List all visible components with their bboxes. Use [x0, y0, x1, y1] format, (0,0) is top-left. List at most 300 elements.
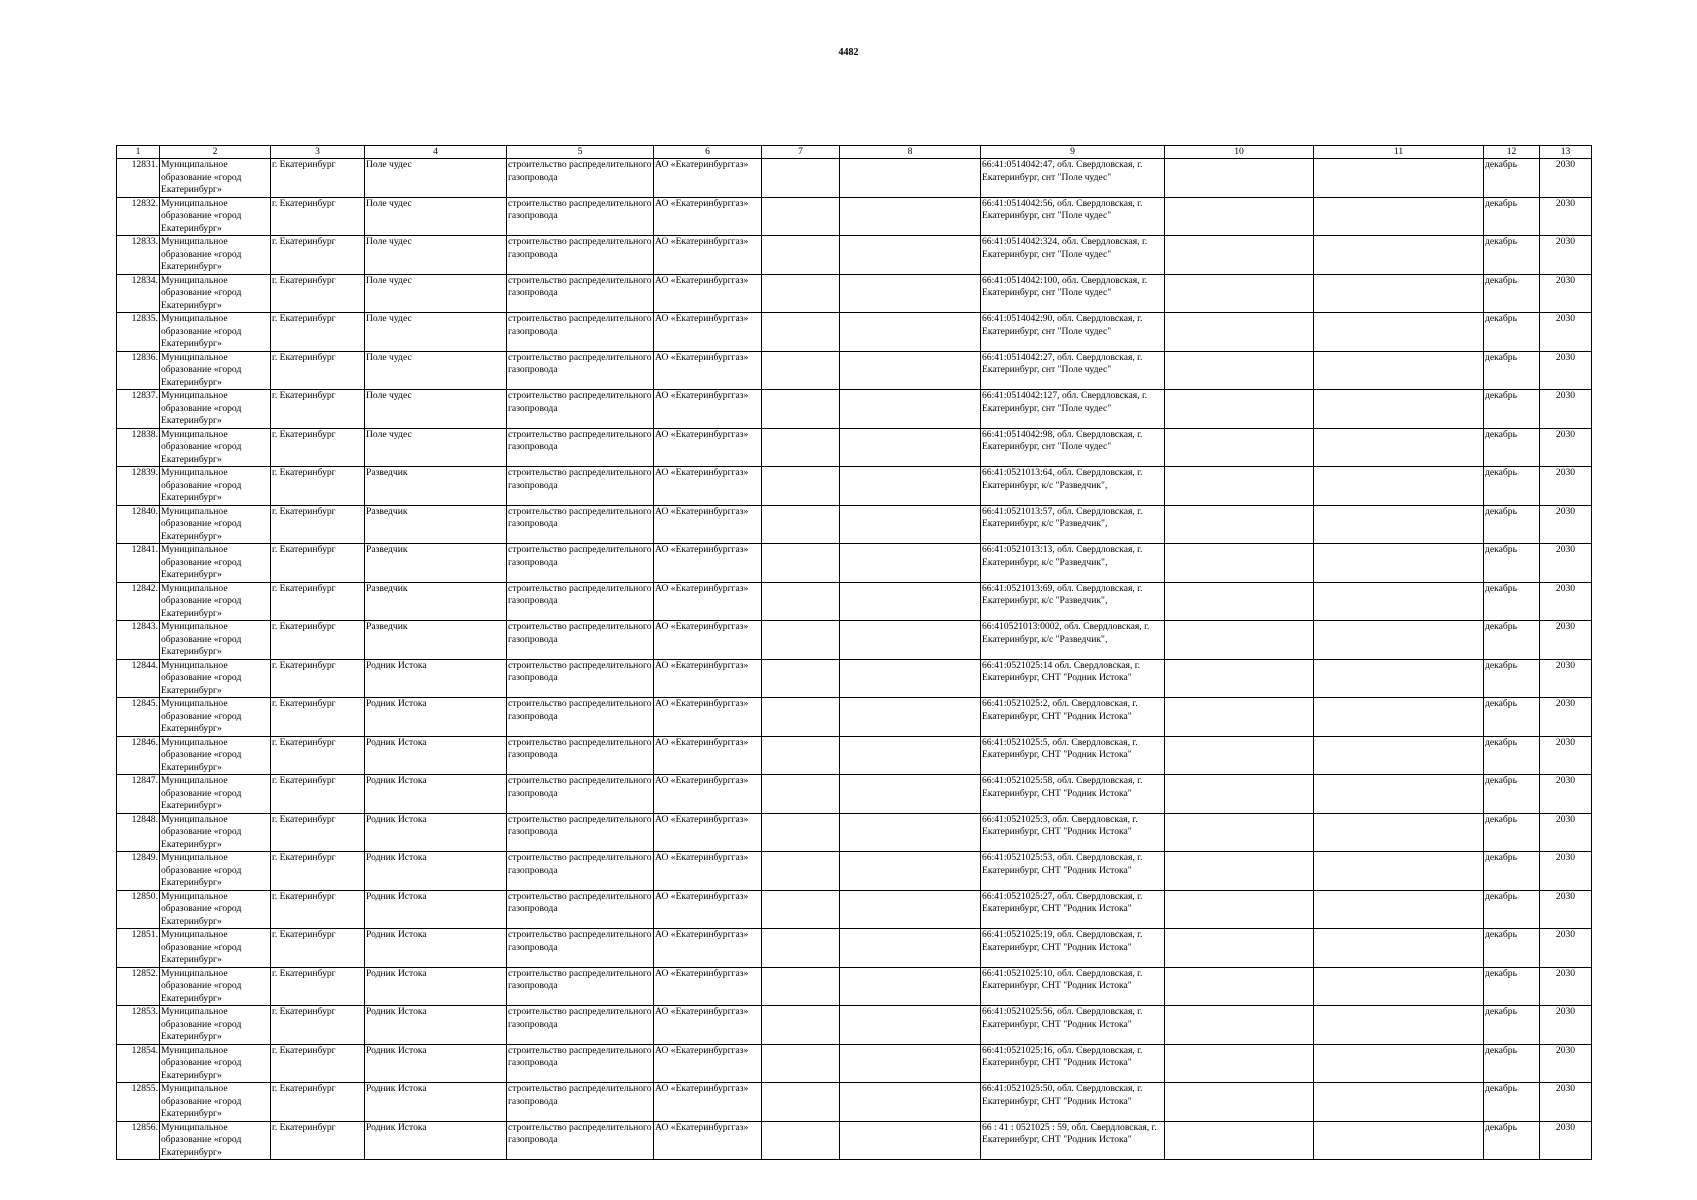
column-header-10: 10: [1165, 146, 1314, 159]
year-cell: 2030: [1540, 236, 1592, 275]
col11-cell: [1314, 1044, 1484, 1083]
row-number: 12852.: [117, 967, 160, 1006]
col11-cell: [1314, 698, 1484, 737]
col7-cell: [762, 505, 840, 544]
city-cell: г. Екатеринбург: [271, 274, 365, 313]
col11-cell: [1314, 582, 1484, 621]
col11-cell: [1314, 390, 1484, 429]
year-cell: 2030: [1540, 582, 1592, 621]
organization-cell: АО «Екатеринбурггаз»: [654, 1083, 762, 1122]
col7-cell: [762, 1083, 840, 1122]
col8-cell: [840, 582, 981, 621]
month-cell: декабрь: [1484, 929, 1540, 968]
cadastre-address-cell: 66:41:0521025:14 обл. Свердловская, г. Екатеринбург, СНТ "Родник Истока": [981, 659, 1165, 698]
locality-cell: Поле чудес: [365, 236, 507, 275]
cadastre-address-cell: 66:41:0521025:16, обл. Свердловская, г. Екатеринбург, СНТ "Родник Истока": [981, 1044, 1165, 1083]
col8-cell: [840, 890, 981, 929]
cadastre-address-cell: 66:41:0514042:324, обл. Свердловская, г. Екатеринбург, снт "Поле чудес": [981, 236, 1165, 275]
organization-cell: АО «Екатеринбурггаз»: [654, 967, 762, 1006]
col7-cell: [762, 390, 840, 429]
purpose-cell: строительство распределительного газопровода: [507, 1006, 654, 1045]
year-cell: 2030: [1540, 890, 1592, 929]
col7-cell: [762, 544, 840, 583]
col11-cell: [1314, 1083, 1484, 1122]
locality-cell: Поле чудес: [365, 390, 507, 429]
row-number: 12850.: [117, 890, 160, 929]
purpose-cell: строительство распределительного газопровода: [507, 775, 654, 814]
locality-cell: Родник Истока: [365, 775, 507, 814]
year-cell: 2030: [1540, 505, 1592, 544]
city-cell: г. Екатеринбург: [271, 1006, 365, 1045]
col10-cell: [1165, 544, 1314, 583]
table-row: [117, 313, 1592, 352]
municipality-cell: Муниципальное образование «город Екатеринбург»: [160, 1044, 271, 1083]
locality-cell: Родник Истока: [365, 890, 507, 929]
month-cell: декабрь: [1484, 659, 1540, 698]
col11-cell: [1314, 621, 1484, 660]
col8-cell: [840, 698, 981, 737]
col7-cell: [762, 1044, 840, 1083]
col11-cell: [1314, 890, 1484, 929]
municipality-cell: Муниципальное образование «город Екатеринбург»: [160, 467, 271, 506]
col10-cell: [1165, 929, 1314, 968]
table-row: [117, 659, 1592, 698]
col11-cell: [1314, 775, 1484, 814]
month-cell: декабрь: [1484, 1121, 1540, 1160]
column-header-1: 1: [117, 146, 160, 159]
col11-cell: [1314, 852, 1484, 891]
col8-cell: [840, 390, 981, 429]
col8-cell: [840, 313, 981, 352]
cadastre-address-cell: 66 : 41 : 0521025 : 59, обл. Свердловская, г. Екатеринбург, СНТ "Родник Истока": [981, 1121, 1165, 1160]
organization-cell: АО «Екатеринбурггаз»: [654, 1044, 762, 1083]
month-cell: декабрь: [1484, 582, 1540, 621]
city-cell: г. Екатеринбург: [271, 813, 365, 852]
row-number: 12831.: [117, 159, 160, 198]
year-cell: 2030: [1540, 1044, 1592, 1083]
col7-cell: [762, 236, 840, 275]
organization-cell: АО «Екатеринбурггаз»: [654, 390, 762, 429]
column-header-7: 7: [762, 146, 840, 159]
municipality-cell: Муниципальное образование «город Екатеринбург»: [160, 698, 271, 737]
city-cell: г. Екатеринбург: [271, 505, 365, 544]
organization-cell: АО «Екатеринбурггаз»: [654, 544, 762, 583]
year-cell: 2030: [1540, 467, 1592, 506]
cadastre-address-cell: 66:41:0514042:100, обл. Свердловская, г. Екатеринбург, снт "Поле чудес": [981, 274, 1165, 313]
organization-cell: АО «Екатеринбурггаз»: [654, 621, 762, 660]
cadastre-address-cell: 66:41:0521025:2, обл. Свердловская, г. Екатеринбург, СНТ "Родник Истока": [981, 698, 1165, 737]
col11-cell: [1314, 197, 1484, 236]
col11-cell: [1314, 428, 1484, 467]
year-cell: 2030: [1540, 428, 1592, 467]
municipality-cell: Муниципальное образование «город Екатеринбург»: [160, 929, 271, 968]
col10-cell: [1165, 736, 1314, 775]
cadastre-address-cell: 66:41:0521025:5, обл. Свердловская, г. Екатеринбург, СНТ "Родник Истока": [981, 736, 1165, 775]
row-number: 12843.: [117, 621, 160, 660]
organization-cell: АО «Екатеринбурггаз»: [654, 929, 762, 968]
city-cell: г. Екатеринбург: [271, 351, 365, 390]
row-number: 12848.: [117, 813, 160, 852]
row-number: 12846.: [117, 736, 160, 775]
col10-cell: [1165, 390, 1314, 429]
year-cell: 2030: [1540, 274, 1592, 313]
col7-cell: [762, 890, 840, 929]
municipality-cell: Муниципальное образование «город Екатеринбург»: [160, 1083, 271, 1122]
year-cell: 2030: [1540, 813, 1592, 852]
locality-cell: Родник Истока: [365, 1121, 507, 1160]
organization-cell: АО «Екатеринбурггаз»: [654, 813, 762, 852]
city-cell: г. Екатеринбург: [271, 775, 365, 814]
year-cell: 2030: [1540, 852, 1592, 891]
year-cell: 2030: [1540, 313, 1592, 352]
month-cell: декабрь: [1484, 197, 1540, 236]
year-cell: 2030: [1540, 197, 1592, 236]
municipality-cell: Муниципальное образование «город Екатеринбург»: [160, 621, 271, 660]
locality-cell: Разведчик: [365, 621, 507, 660]
col7-cell: [762, 197, 840, 236]
row-number: 12856.: [117, 1121, 160, 1160]
city-cell: г. Екатеринбург: [271, 544, 365, 583]
city-cell: г. Екатеринбург: [271, 390, 365, 429]
col7-cell: [762, 1006, 840, 1045]
col7-cell: [762, 428, 840, 467]
col10-cell: [1165, 313, 1314, 352]
col8-cell: [840, 929, 981, 968]
city-cell: г. Екатеринбург: [271, 1083, 365, 1122]
organization-cell: АО «Екатеринбурггаз»: [654, 505, 762, 544]
table-row: [117, 1044, 1592, 1083]
locality-cell: Поле чудес: [365, 351, 507, 390]
organization-cell: АО «Екатеринбурггаз»: [654, 659, 762, 698]
year-cell: 2030: [1540, 1121, 1592, 1160]
col11-cell: [1314, 1121, 1484, 1160]
cadastre-address-cell: 66:41:0521025:19, обл. Свердловская, г. Екатеринбург, СНТ "Родник Истока": [981, 929, 1165, 968]
city-cell: г. Екатеринбург: [271, 929, 365, 968]
locality-cell: Поле чудес: [365, 313, 507, 352]
table-row: [117, 698, 1592, 737]
organization-cell: АО «Екатеринбурггаз»: [654, 1006, 762, 1045]
row-number: 12838.: [117, 428, 160, 467]
purpose-cell: строительство распределительного газопровода: [507, 929, 654, 968]
cadastre-address-cell: 66:41:0521013:13, обл. Свердловская, г. Екатеринбург, к/с "Разведчик",: [981, 544, 1165, 583]
municipality-cell: Муниципальное образование «город Екатеринбург»: [160, 428, 271, 467]
year-cell: 2030: [1540, 659, 1592, 698]
col8-cell: [840, 1083, 981, 1122]
col8-cell: [840, 159, 981, 198]
table-row: [117, 467, 1592, 506]
col11-cell: [1314, 505, 1484, 544]
col8-cell: [840, 736, 981, 775]
cadastre-address-cell: 66:41:0521025:56, обл. Свердловская, г. Екатеринбург, СНТ "Родник Истока": [981, 1006, 1165, 1045]
row-number: 12855.: [117, 1083, 160, 1122]
table-row: [117, 428, 1592, 467]
col8-cell: [840, 659, 981, 698]
col8-cell: [840, 274, 981, 313]
purpose-cell: строительство распределительного газопровода: [507, 274, 654, 313]
organization-cell: АО «Екатеринбурггаз»: [654, 236, 762, 275]
locality-cell: Разведчик: [365, 505, 507, 544]
purpose-cell: строительство распределительного газопровода: [507, 967, 654, 1006]
month-cell: декабрь: [1484, 236, 1540, 275]
month-cell: декабрь: [1484, 505, 1540, 544]
col7-cell: [762, 736, 840, 775]
municipality-cell: Муниципальное образование «город Екатеринбург»: [160, 582, 271, 621]
locality-cell: Поле чудес: [365, 159, 507, 198]
col10-cell: [1165, 775, 1314, 814]
row-number: 12842.: [117, 582, 160, 621]
header-row: [117, 146, 1592, 159]
col7-cell: [762, 929, 840, 968]
month-cell: декабрь: [1484, 1006, 1540, 1045]
locality-cell: Родник Истока: [365, 659, 507, 698]
row-number: 12839.: [117, 467, 160, 506]
col11-cell: [1314, 313, 1484, 352]
month-cell: декабрь: [1484, 159, 1540, 198]
locality-cell: Родник Истока: [365, 1044, 507, 1083]
table-row: [117, 736, 1592, 775]
year-cell: 2030: [1540, 775, 1592, 814]
cadastre-address-cell: 66:41:0521025:58, обл. Свердловская, г. Екатеринбург, СНТ "Родник Истока": [981, 775, 1165, 814]
month-cell: декабрь: [1484, 813, 1540, 852]
locality-cell: Разведчик: [365, 467, 507, 506]
col8-cell: [840, 1121, 981, 1160]
table-row: [117, 390, 1592, 429]
municipality-cell: Муниципальное образование «город Екатеринбург»: [160, 775, 271, 814]
purpose-cell: строительство распределительного газопровода: [507, 544, 654, 583]
year-cell: 2030: [1540, 544, 1592, 583]
city-cell: г. Екатеринбург: [271, 659, 365, 698]
cadastre-address-cell: 66:41:0521025:10, обл. Свердловская, г. Екатеринбург, СНТ "Родник Истока": [981, 967, 1165, 1006]
purpose-cell: строительство распределительного газопровода: [507, 505, 654, 544]
locality-cell: Поле чудес: [365, 274, 507, 313]
table-row: [117, 351, 1592, 390]
row-number: 12837.: [117, 390, 160, 429]
month-cell: декабрь: [1484, 890, 1540, 929]
table-body: [117, 159, 1592, 1160]
purpose-cell: строительство распределительного газопровода: [507, 1121, 654, 1160]
month-cell: декабрь: [1484, 1044, 1540, 1083]
cadastre-address-cell: 66:41:0514042:27, обл. Свердловская, г. Екатеринбург, снт "Поле чудес": [981, 351, 1165, 390]
col10-cell: [1165, 467, 1314, 506]
city-cell: г. Екатеринбург: [271, 159, 365, 198]
table-row: [117, 236, 1592, 275]
table-row: [117, 544, 1592, 583]
month-cell: декабрь: [1484, 621, 1540, 660]
col11-cell: [1314, 736, 1484, 775]
table-row: [117, 159, 1592, 198]
municipality-cell: Муниципальное образование «город Екатеринбург»: [160, 1006, 271, 1045]
purpose-cell: строительство распределительного газопровода: [507, 313, 654, 352]
row-number: 12845.: [117, 698, 160, 737]
col8-cell: [840, 197, 981, 236]
table-row: [117, 621, 1592, 660]
row-number: 12835.: [117, 313, 160, 352]
purpose-cell: строительство распределительного газопровода: [507, 698, 654, 737]
col7-cell: [762, 274, 840, 313]
row-number: 12847.: [117, 775, 160, 814]
purpose-cell: строительство распределительного газопровода: [507, 467, 654, 506]
row-number: 12834.: [117, 274, 160, 313]
month-cell: декабрь: [1484, 698, 1540, 737]
purpose-cell: строительство распределительного газопровода: [507, 582, 654, 621]
row-number: 12833.: [117, 236, 160, 275]
col10-cell: [1165, 1083, 1314, 1122]
col10-cell: [1165, 659, 1314, 698]
table-row: [117, 1006, 1592, 1045]
month-cell: декабрь: [1484, 967, 1540, 1006]
year-cell: 2030: [1540, 159, 1592, 198]
locality-cell: Разведчик: [365, 582, 507, 621]
row-number: 12849.: [117, 852, 160, 891]
column-header-3: 3: [271, 146, 365, 159]
purpose-cell: строительство распределительного газопровода: [507, 621, 654, 660]
month-cell: декабрь: [1484, 428, 1540, 467]
month-cell: декабрь: [1484, 852, 1540, 891]
col7-cell: [762, 813, 840, 852]
month-cell: декабрь: [1484, 467, 1540, 506]
col7-cell: [762, 659, 840, 698]
col10-cell: [1165, 813, 1314, 852]
col11-cell: [1314, 813, 1484, 852]
col8-cell: [840, 428, 981, 467]
municipality-cell: Муниципальное образование «город Екатеринбург»: [160, 659, 271, 698]
col8-cell: [840, 1044, 981, 1083]
col8-cell: [840, 351, 981, 390]
organization-cell: АО «Екатеринбурггаз»: [654, 159, 762, 198]
col11-cell: [1314, 274, 1484, 313]
column-header-6: 6: [654, 146, 762, 159]
col8-cell: [840, 1006, 981, 1045]
table-row: [117, 929, 1592, 968]
cadastre-address-cell: 66:41:0521025:3, обл. Свердловская, г. Екатеринбург, СНТ "Родник Истока": [981, 813, 1165, 852]
col7-cell: [762, 582, 840, 621]
purpose-cell: строительство распределительного газопровода: [507, 659, 654, 698]
row-number: 12851.: [117, 929, 160, 968]
purpose-cell: строительство распределительного газопровода: [507, 351, 654, 390]
month-cell: декабрь: [1484, 390, 1540, 429]
col10-cell: [1165, 890, 1314, 929]
year-cell: 2030: [1540, 621, 1592, 660]
col10-cell: [1165, 852, 1314, 891]
cadastre-address-cell: 66:41:0514042:56, обл. Свердловская, г. Екатеринбург, снт "Поле чудес": [981, 197, 1165, 236]
year-cell: 2030: [1540, 698, 1592, 737]
column-header-9: 9: [981, 146, 1165, 159]
purpose-cell: строительство распределительного газопровода: [507, 236, 654, 275]
table-row: [117, 852, 1592, 891]
col8-cell: [840, 544, 981, 583]
col10-cell: [1165, 236, 1314, 275]
cadastre-address-cell: 66:41:0521025:27, обл. Свердловская, г. Екатеринбург, СНТ "Родник Истока": [981, 890, 1165, 929]
organization-cell: АО «Екатеринбурггаз»: [654, 698, 762, 737]
col11-cell: [1314, 659, 1484, 698]
year-cell: 2030: [1540, 1083, 1592, 1122]
organization-cell: АО «Екатеринбурггаз»: [654, 467, 762, 506]
page-number: 4482: [838, 47, 859, 58]
cadastre-address-cell: 66:41:0514042:90, обл. Свердловская, г. Екатеринбург, снт "Поле чудес": [981, 313, 1165, 352]
col7-cell: [762, 852, 840, 891]
locality-cell: Родник Истока: [365, 813, 507, 852]
col11-cell: [1314, 544, 1484, 583]
col11-cell: [1314, 929, 1484, 968]
organization-cell: АО «Екатеринбурггаз»: [654, 351, 762, 390]
locality-cell: Родник Истока: [365, 929, 507, 968]
cadastre-address-cell: 66:41:0521013:64, обл. Свердловская, г. Екатеринбург, к/с "Разведчик",: [981, 467, 1165, 506]
col8-cell: [840, 505, 981, 544]
municipality-cell: Муниципальное образование «город Екатеринбург»: [160, 1121, 271, 1160]
city-cell: г. Екатеринбург: [271, 890, 365, 929]
col11-cell: [1314, 967, 1484, 1006]
col7-cell: [762, 351, 840, 390]
col10-cell: [1165, 1121, 1314, 1160]
col8-cell: [840, 852, 981, 891]
municipality-cell: Муниципальное образование «город Екатеринбург»: [160, 390, 271, 429]
row-number: 12841.: [117, 544, 160, 583]
table-row: [117, 582, 1592, 621]
organization-cell: АО «Екатеринбурггаз»: [654, 428, 762, 467]
city-cell: г. Екатеринбург: [271, 1044, 365, 1083]
col7-cell: [762, 313, 840, 352]
organization-cell: АО «Екатеринбурггаз»: [654, 890, 762, 929]
municipality-cell: Муниципальное образование «город Екатеринбург»: [160, 351, 271, 390]
month-cell: декабрь: [1484, 736, 1540, 775]
locality-cell: Родник Истока: [365, 698, 507, 737]
municipality-cell: Муниципальное образование «город Екатеринбург»: [160, 159, 271, 198]
column-header-13: 13: [1540, 146, 1592, 159]
col7-cell: [762, 159, 840, 198]
municipality-cell: Муниципальное образование «город Екатеринбург»: [160, 813, 271, 852]
col8-cell: [840, 236, 981, 275]
column-header-12: 12: [1484, 146, 1540, 159]
city-cell: г. Екатеринбург: [271, 698, 365, 737]
purpose-cell: строительство распределительного газопровода: [507, 736, 654, 775]
month-cell: декабрь: [1484, 313, 1540, 352]
table-row: [117, 813, 1592, 852]
organization-cell: АО «Екатеринбурггаз»: [654, 775, 762, 814]
cadastre-address-cell: 66:41:0521013:57, обл. Свердловская, г. Екатеринбург, к/с "Разведчик",: [981, 505, 1165, 544]
row-number: 12840.: [117, 505, 160, 544]
col7-cell: [762, 1121, 840, 1160]
col7-cell: [762, 775, 840, 814]
municipality-cell: Муниципальное образование «город Екатеринбург»: [160, 274, 271, 313]
col11-cell: [1314, 159, 1484, 198]
col7-cell: [762, 467, 840, 506]
city-cell: г. Екатеринбург: [271, 621, 365, 660]
municipality-cell: Муниципальное образование «город Екатеринбург»: [160, 852, 271, 891]
year-cell: 2030: [1540, 929, 1592, 968]
col11-cell: [1314, 467, 1484, 506]
col8-cell: [840, 775, 981, 814]
municipality-cell: Муниципальное образование «город Екатеринбург»: [160, 313, 271, 352]
col7-cell: [762, 698, 840, 737]
locality-cell: Поле чудес: [365, 197, 507, 236]
col10-cell: [1165, 274, 1314, 313]
city-cell: г. Екатеринбург: [271, 197, 365, 236]
locality-cell: Родник Истока: [365, 852, 507, 891]
city-cell: г. Екатеринбург: [271, 1121, 365, 1160]
table-row: [117, 505, 1592, 544]
cadastre-address-cell: 66:41:0521025:53, обл. Свердловская, г. Екатеринбург, СНТ "Родник Истока": [981, 852, 1165, 891]
organization-cell: АО «Екатеринбурггаз»: [654, 274, 762, 313]
city-cell: г. Екатеринбург: [271, 313, 365, 352]
month-cell: декабрь: [1484, 775, 1540, 814]
city-cell: г. Екатеринбург: [271, 428, 365, 467]
purpose-cell: строительство распределительного газопровода: [507, 890, 654, 929]
organization-cell: АО «Екатеринбурггаз»: [654, 582, 762, 621]
column-header-4: 4: [365, 146, 507, 159]
table-row: [117, 1083, 1592, 1122]
table-row: [117, 1121, 1592, 1160]
column-header-8: 8: [840, 146, 981, 159]
